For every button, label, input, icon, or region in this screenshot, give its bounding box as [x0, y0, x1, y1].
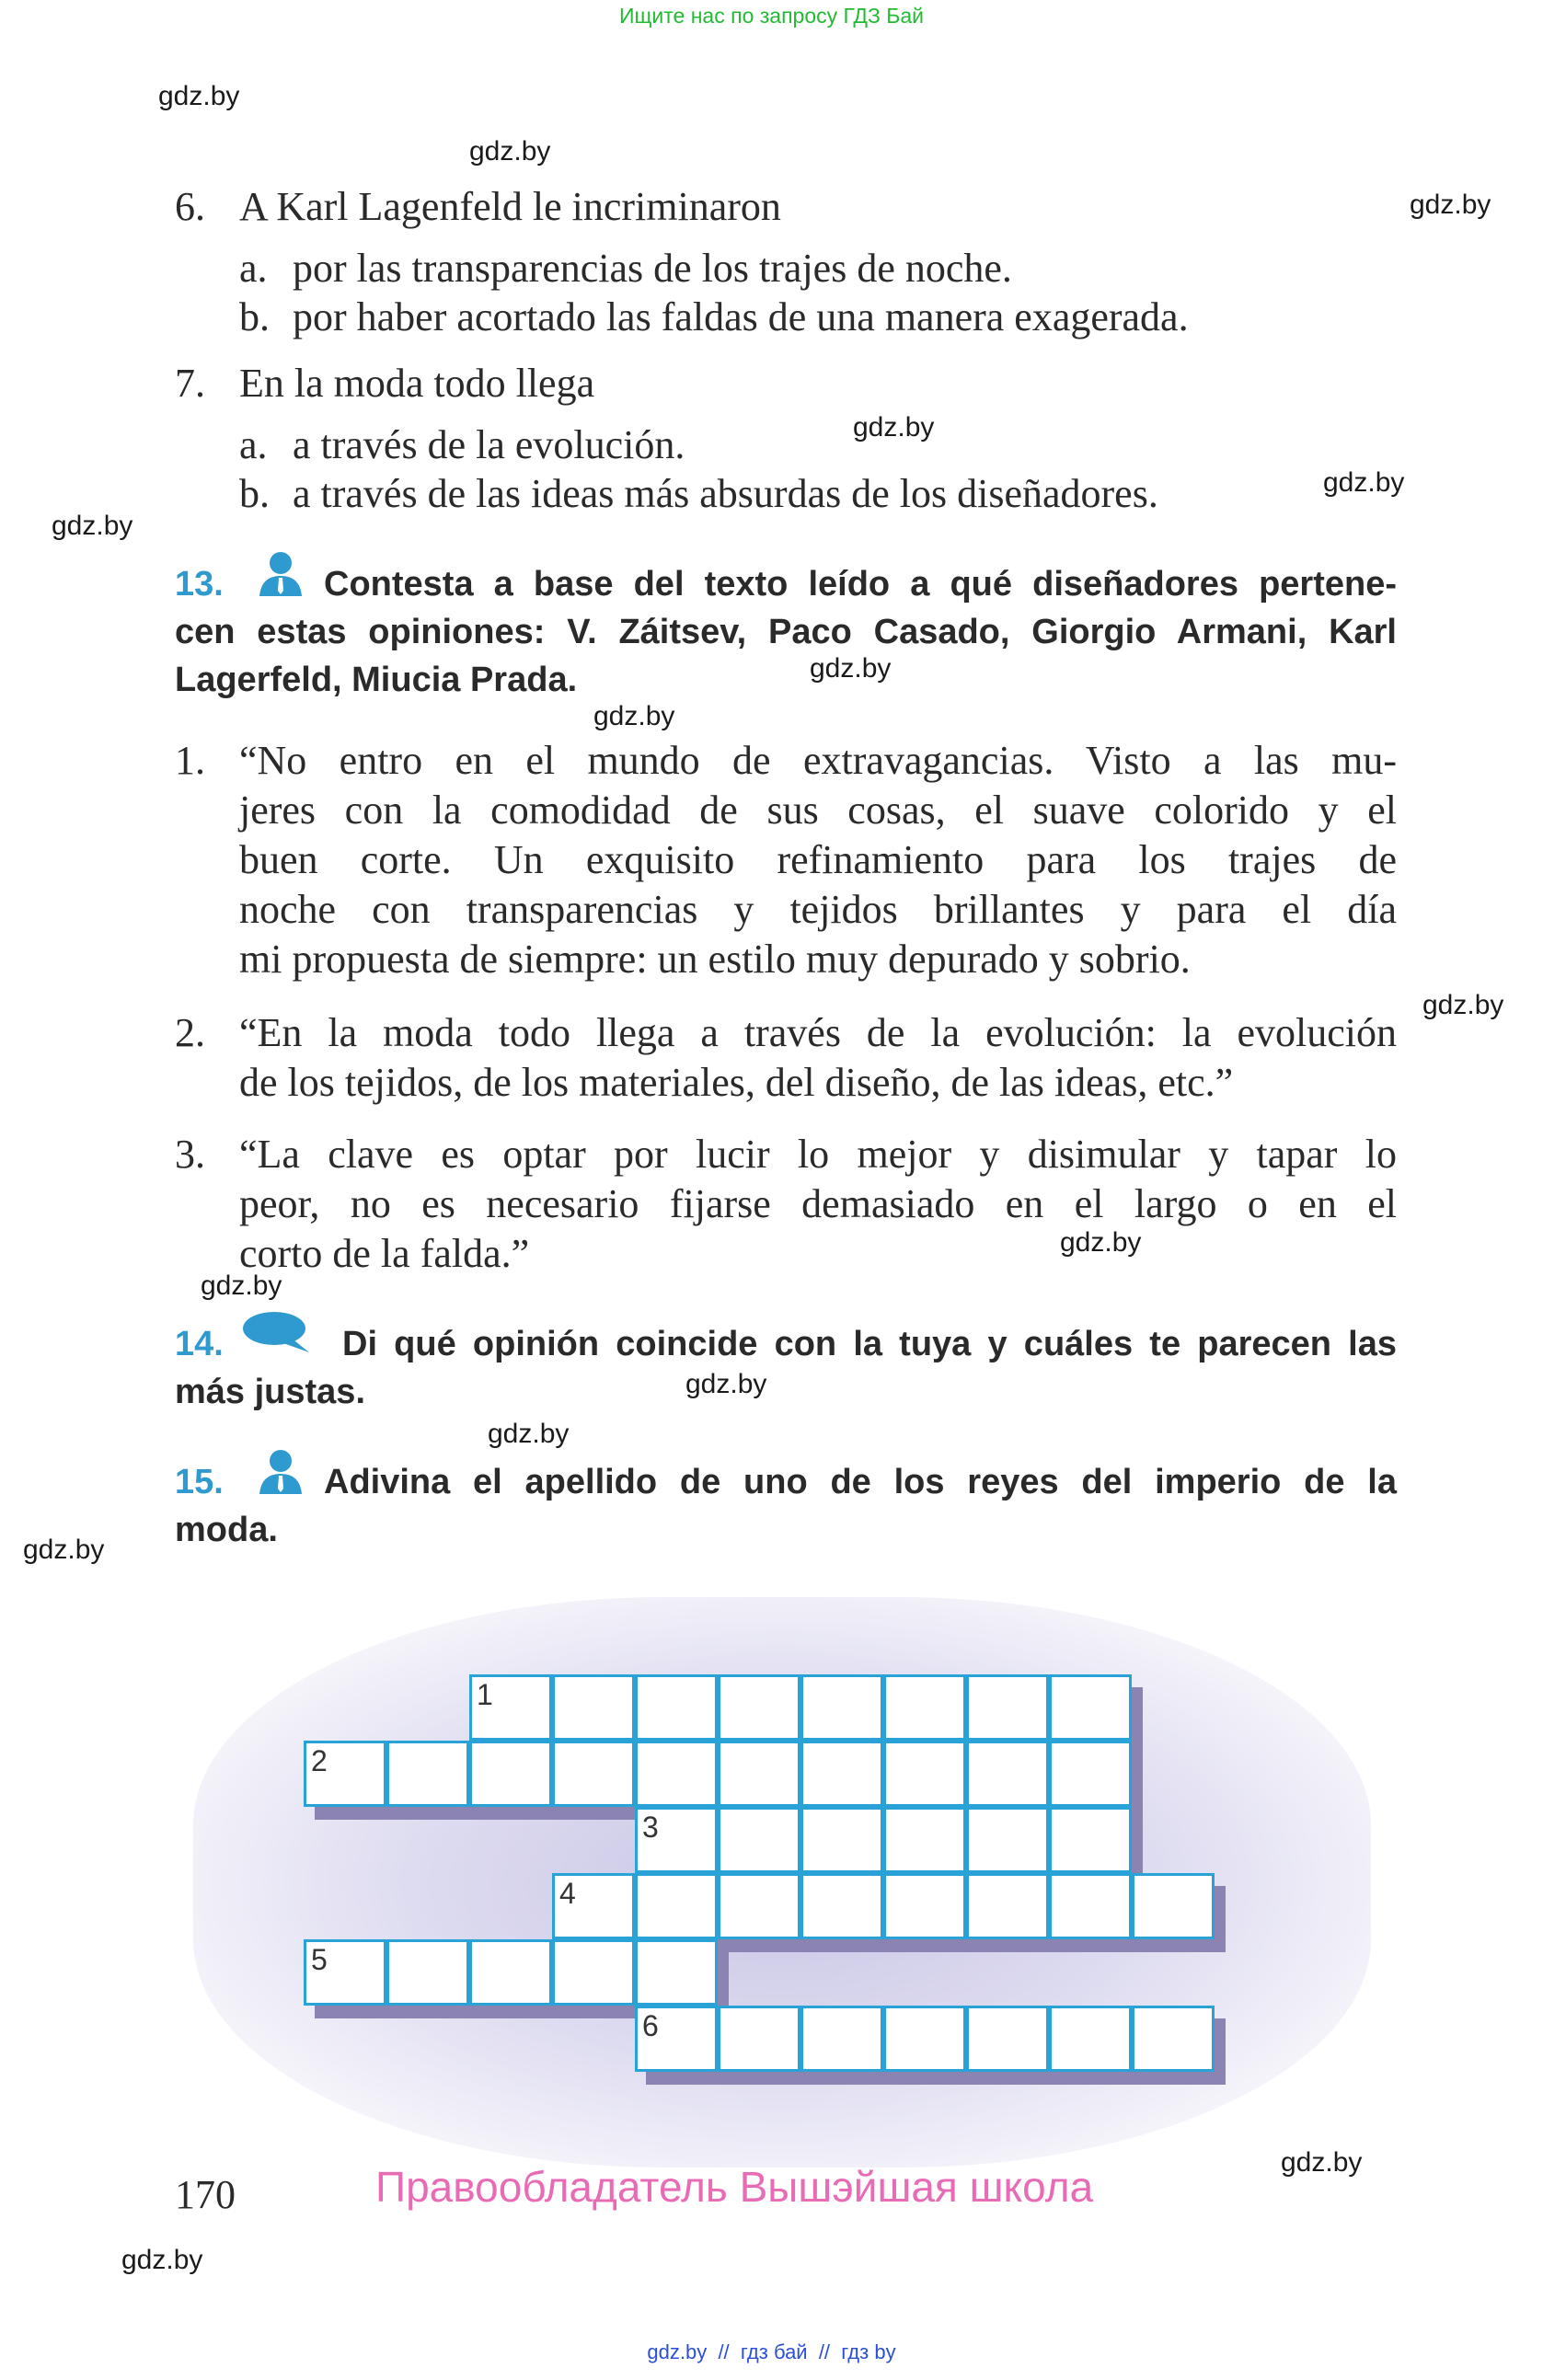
watermark: gdz.by: [593, 701, 675, 731]
watermark: gdz.by: [23, 1535, 105, 1565]
quote-1-line: noche con transparencias y tejidos brillantes y para el día: [239, 887, 1397, 932]
quote-2-line: “En la moda todo llega a través de la evolución: la evolución: [239, 1010, 1397, 1055]
crossword-clue-number: 2: [311, 1744, 328, 1777]
quote-1-line: jeres con la comodidad de sus cosas, el suave colorido y el: [239, 788, 1397, 833]
crossword-cell[interactable]: [718, 1807, 800, 1873]
crossword-cell[interactable]: [1132, 1873, 1215, 1939]
crossword-cell[interactable]: [800, 2006, 883, 2072]
crossword-cell[interactable]: [883, 1741, 966, 1807]
quote-3-number: 3.: [175, 1132, 205, 1177]
crossword-cell[interactable]: [718, 1873, 800, 1939]
quote-1-line: “No entro en el mundo de extravagancias. Visto a las mu-: [239, 738, 1397, 783]
quote-2-line: de los tejidos, de los materiales, del diseño, de las ideas, etc.”: [239, 1060, 1234, 1105]
crossword-clue-number: 1: [477, 1678, 493, 1711]
crossword-cell[interactable]: [718, 1674, 800, 1741]
watermark: gdz.by: [201, 1270, 282, 1301]
question-7-option-b: a través de las ideas más absurdas de los diseñadores.: [293, 471, 1158, 516]
crossword-clue-number: 5: [311, 1943, 328, 1976]
watermark: gdz.by: [1281, 2147, 1363, 2178]
crossword-cell[interactable]: [552, 1939, 635, 2006]
watermark: gdz.by: [853, 412, 935, 443]
crossword-cell[interactable]: [1049, 1873, 1132, 1939]
crossword-clue-number: 6: [642, 2009, 659, 2042]
crossword-cell[interactable]: [966, 1873, 1049, 1939]
crossword-cell[interactable]: [1049, 1674, 1132, 1741]
crossword-clue-number: 4: [559, 1877, 576, 1910]
crossword-cell[interactable]: [800, 1807, 883, 1873]
quote-3-line: “La clave es optar por lucir lo mejor y disimular y tapar lo: [239, 1132, 1397, 1177]
exercise-15-number: 15.: [175, 1463, 224, 1501]
question-7-option-b-letter: b.: [239, 471, 270, 516]
watermark: gdz.by: [1323, 467, 1405, 498]
crossword-cell[interactable]: [552, 1674, 635, 1741]
crossword-cell[interactable]: [469, 1939, 552, 2006]
exercise-13-line-3: Lagerfeld, Miucia Prada.: [175, 661, 578, 699]
crossword-cell[interactable]: [552, 1741, 635, 1807]
question-6-text: A Karl Lagenfeld le incriminaron: [239, 184, 781, 229]
exercise-13-number: 13.: [175, 565, 224, 604]
crossword-cell[interactable]: [800, 1873, 883, 1939]
crossword-cell[interactable]: [966, 2006, 1049, 2072]
crossword-cell[interactable]: [883, 1873, 966, 1939]
exercise-14-line-2: más justas.: [175, 1373, 365, 1411]
question-7-option-a-letter: a.: [239, 422, 268, 467]
watermark: gdz.by: [469, 136, 551, 167]
crossword-cell[interactable]: [635, 1741, 718, 1807]
watermark: gdz.by: [121, 2245, 203, 2275]
rights-holder: Правообладатель Вышэйшая школа: [375, 2163, 1094, 2211]
crossword-grid: [193, 1597, 1371, 2167]
watermark: gdz.by: [1422, 990, 1504, 1020]
crossword-cell[interactable]: [883, 1674, 966, 1741]
page-number: 170: [175, 2172, 236, 2217]
header-note: Ищите нас по запросу ГДЗ Бай: [618, 4, 925, 28]
exercise-13-line-2: cen estas opiniones: V. Záitsev, Paco Casado, Giorgio Armani, Karl: [175, 613, 1397, 651]
quote-1-line: buen corte. Un exquisito refinamiento para los trajes de: [239, 837, 1397, 882]
crossword-cell[interactable]: [635, 1873, 718, 1939]
bottom-links[interactable]: gdz.by // гдз бай // гдз by: [647, 2340, 896, 2363]
quote-3-line: corto de la falda.”: [239, 1231, 530, 1276]
question-7-option-a: a través de la evolución.: [293, 422, 685, 467]
watermark: gdz.by: [1060, 1227, 1142, 1258]
crossword-cell[interactable]: [883, 2006, 966, 2072]
crossword-cell[interactable]: [718, 2006, 800, 2072]
quote-2-number: 2.: [175, 1010, 205, 1055]
question-6-option-a-letter: a.: [239, 246, 268, 291]
crossword-cell[interactable]: [1049, 2006, 1132, 2072]
exercise-13-line-1: Contesta a base del texto leído a qué diseñadores pertene-: [324, 565, 1397, 604]
crossword-cell[interactable]: [800, 1741, 883, 1807]
watermark: gdz.by: [685, 1369, 767, 1399]
question-6-option-b: por haber acortado las faldas de una manera exagerada.: [293, 294, 1189, 339]
exercise-15-line-2: moda.: [175, 1511, 278, 1549]
crossword-cell[interactable]: [883, 1807, 966, 1873]
crossword: [193, 1597, 1371, 2167]
question-6-number: 6.: [175, 184, 205, 229]
crossword-clue-number: 3: [642, 1811, 659, 1844]
crossword-cell[interactable]: [966, 1741, 1049, 1807]
crossword-cell[interactable]: [966, 1807, 1049, 1873]
crossword-cell[interactable]: [966, 1674, 1049, 1741]
crossword-cell[interactable]: [469, 1741, 552, 1807]
watermark: gdz.by: [52, 511, 133, 541]
question-6-option-a: por las transparencias de los trajes de noche.: [293, 246, 1012, 291]
quote-1-line: mi propuesta de siempre: un estilo muy depurado y sobrio.: [239, 937, 1191, 982]
crossword-cell[interactable]: [386, 1741, 469, 1807]
question-6-option-b-letter: b.: [239, 294, 270, 339]
crossword-cell[interactable]: [1132, 2006, 1215, 2072]
person-icon: [258, 1448, 304, 1494]
watermark: gdz.by: [488, 1419, 570, 1449]
watermark: gdz.by: [158, 81, 240, 111]
crossword-cell[interactable]: [635, 1939, 718, 2006]
exercise-14-number: 14.: [175, 1325, 224, 1363]
watermark: gdz.by: [1410, 190, 1491, 220]
crossword-cell[interactable]: [1049, 1807, 1132, 1873]
exercise-14-line-1: Di qué opinión coincide con la tuya y cuáles te parecen las: [342, 1325, 1397, 1363]
crossword-cell[interactable]: [635, 1674, 718, 1741]
question-7-text: En la moda todo llega: [239, 361, 595, 406]
crossword-cell[interactable]: [800, 1674, 883, 1741]
exercise-15-line-1: Adivina el apellido de uno de los reyes del imperio de la: [324, 1463, 1397, 1501]
crossword-cell[interactable]: [386, 1939, 469, 2006]
person-icon: [258, 550, 304, 596]
quote-3-line: peor, no es necesario fijarse demasiado en el largo o en el: [239, 1181, 1397, 1226]
question-7-number: 7.: [175, 361, 205, 406]
crossword-cell[interactable]: [718, 1741, 800, 1807]
speech-bubble-icon: [241, 1310, 313, 1354]
quote-1-number: 1.: [175, 738, 205, 783]
watermark: gdz.by: [810, 653, 892, 684]
crossword-cell[interactable]: [1049, 1741, 1132, 1807]
